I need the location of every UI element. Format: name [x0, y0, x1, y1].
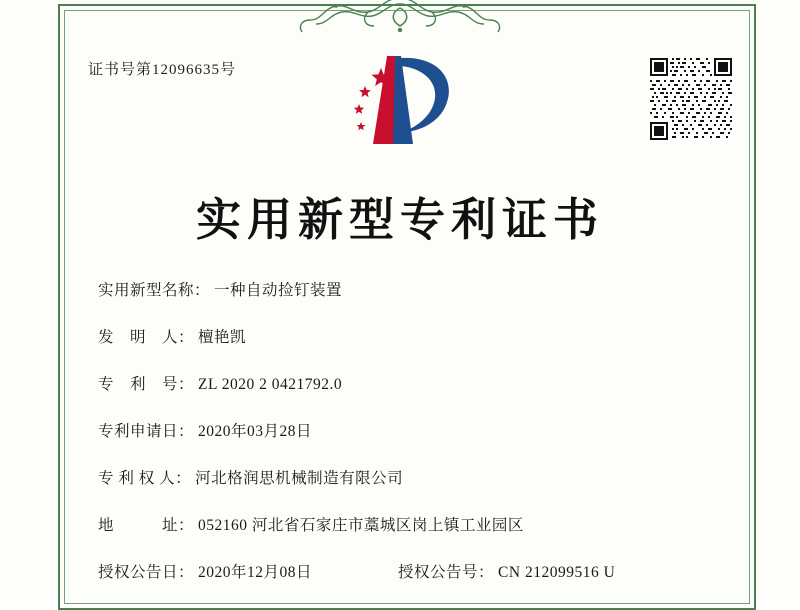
field-label: 专 利 权 人： [98, 470, 192, 487]
field-row-application-date [98, 419, 710, 441]
field-row-address [98, 513, 710, 535]
certificate-fields [98, 278, 710, 582]
field-row-patentee [98, 466, 710, 488]
field-value: 河北格润思机械制造有限公司 [195, 470, 404, 487]
certificate-serial-number: 证书号第12096635号 [88, 62, 237, 78]
field-value: ZL 2020 2 0421792.0 [198, 376, 343, 393]
field-label-grant-date: 授权公告日： [98, 564, 195, 581]
field-value: 052160 河北省石家庄市藁城区岗上镇工业园区 [198, 517, 524, 534]
field-value: 一种自动捡钉装置 [214, 282, 343, 299]
top-ornament-decoration [250, 0, 550, 38]
qr-code-icon [650, 58, 732, 140]
field-label: 专 利 号： [98, 376, 195, 393]
field-value-grant-date: 2020年12月08日 [198, 564, 313, 581]
field-row-grant-announcement [98, 560, 710, 582]
field-label: 实用新型名称： [98, 282, 211, 299]
field-value: 檀艳凯 [198, 329, 247, 346]
field-value: 2020年03月28日 [198, 423, 313, 440]
field-label: 发 明 人： [98, 329, 195, 346]
field-label: 地 址： [98, 517, 195, 534]
field-row-patent-number [98, 372, 710, 394]
field-label-grant-number: 授权公告号： [398, 564, 495, 581]
certificate-title: 实用新型专利证书 [195, 195, 604, 245]
field-row-utility-model-name [98, 278, 710, 300]
field-value-grant-number: CN 212099516 U [498, 564, 616, 581]
field-label: 专利申请日： [98, 423, 195, 440]
field-row-inventor [98, 325, 710, 347]
patent-office-logo-icon [315, 48, 485, 158]
